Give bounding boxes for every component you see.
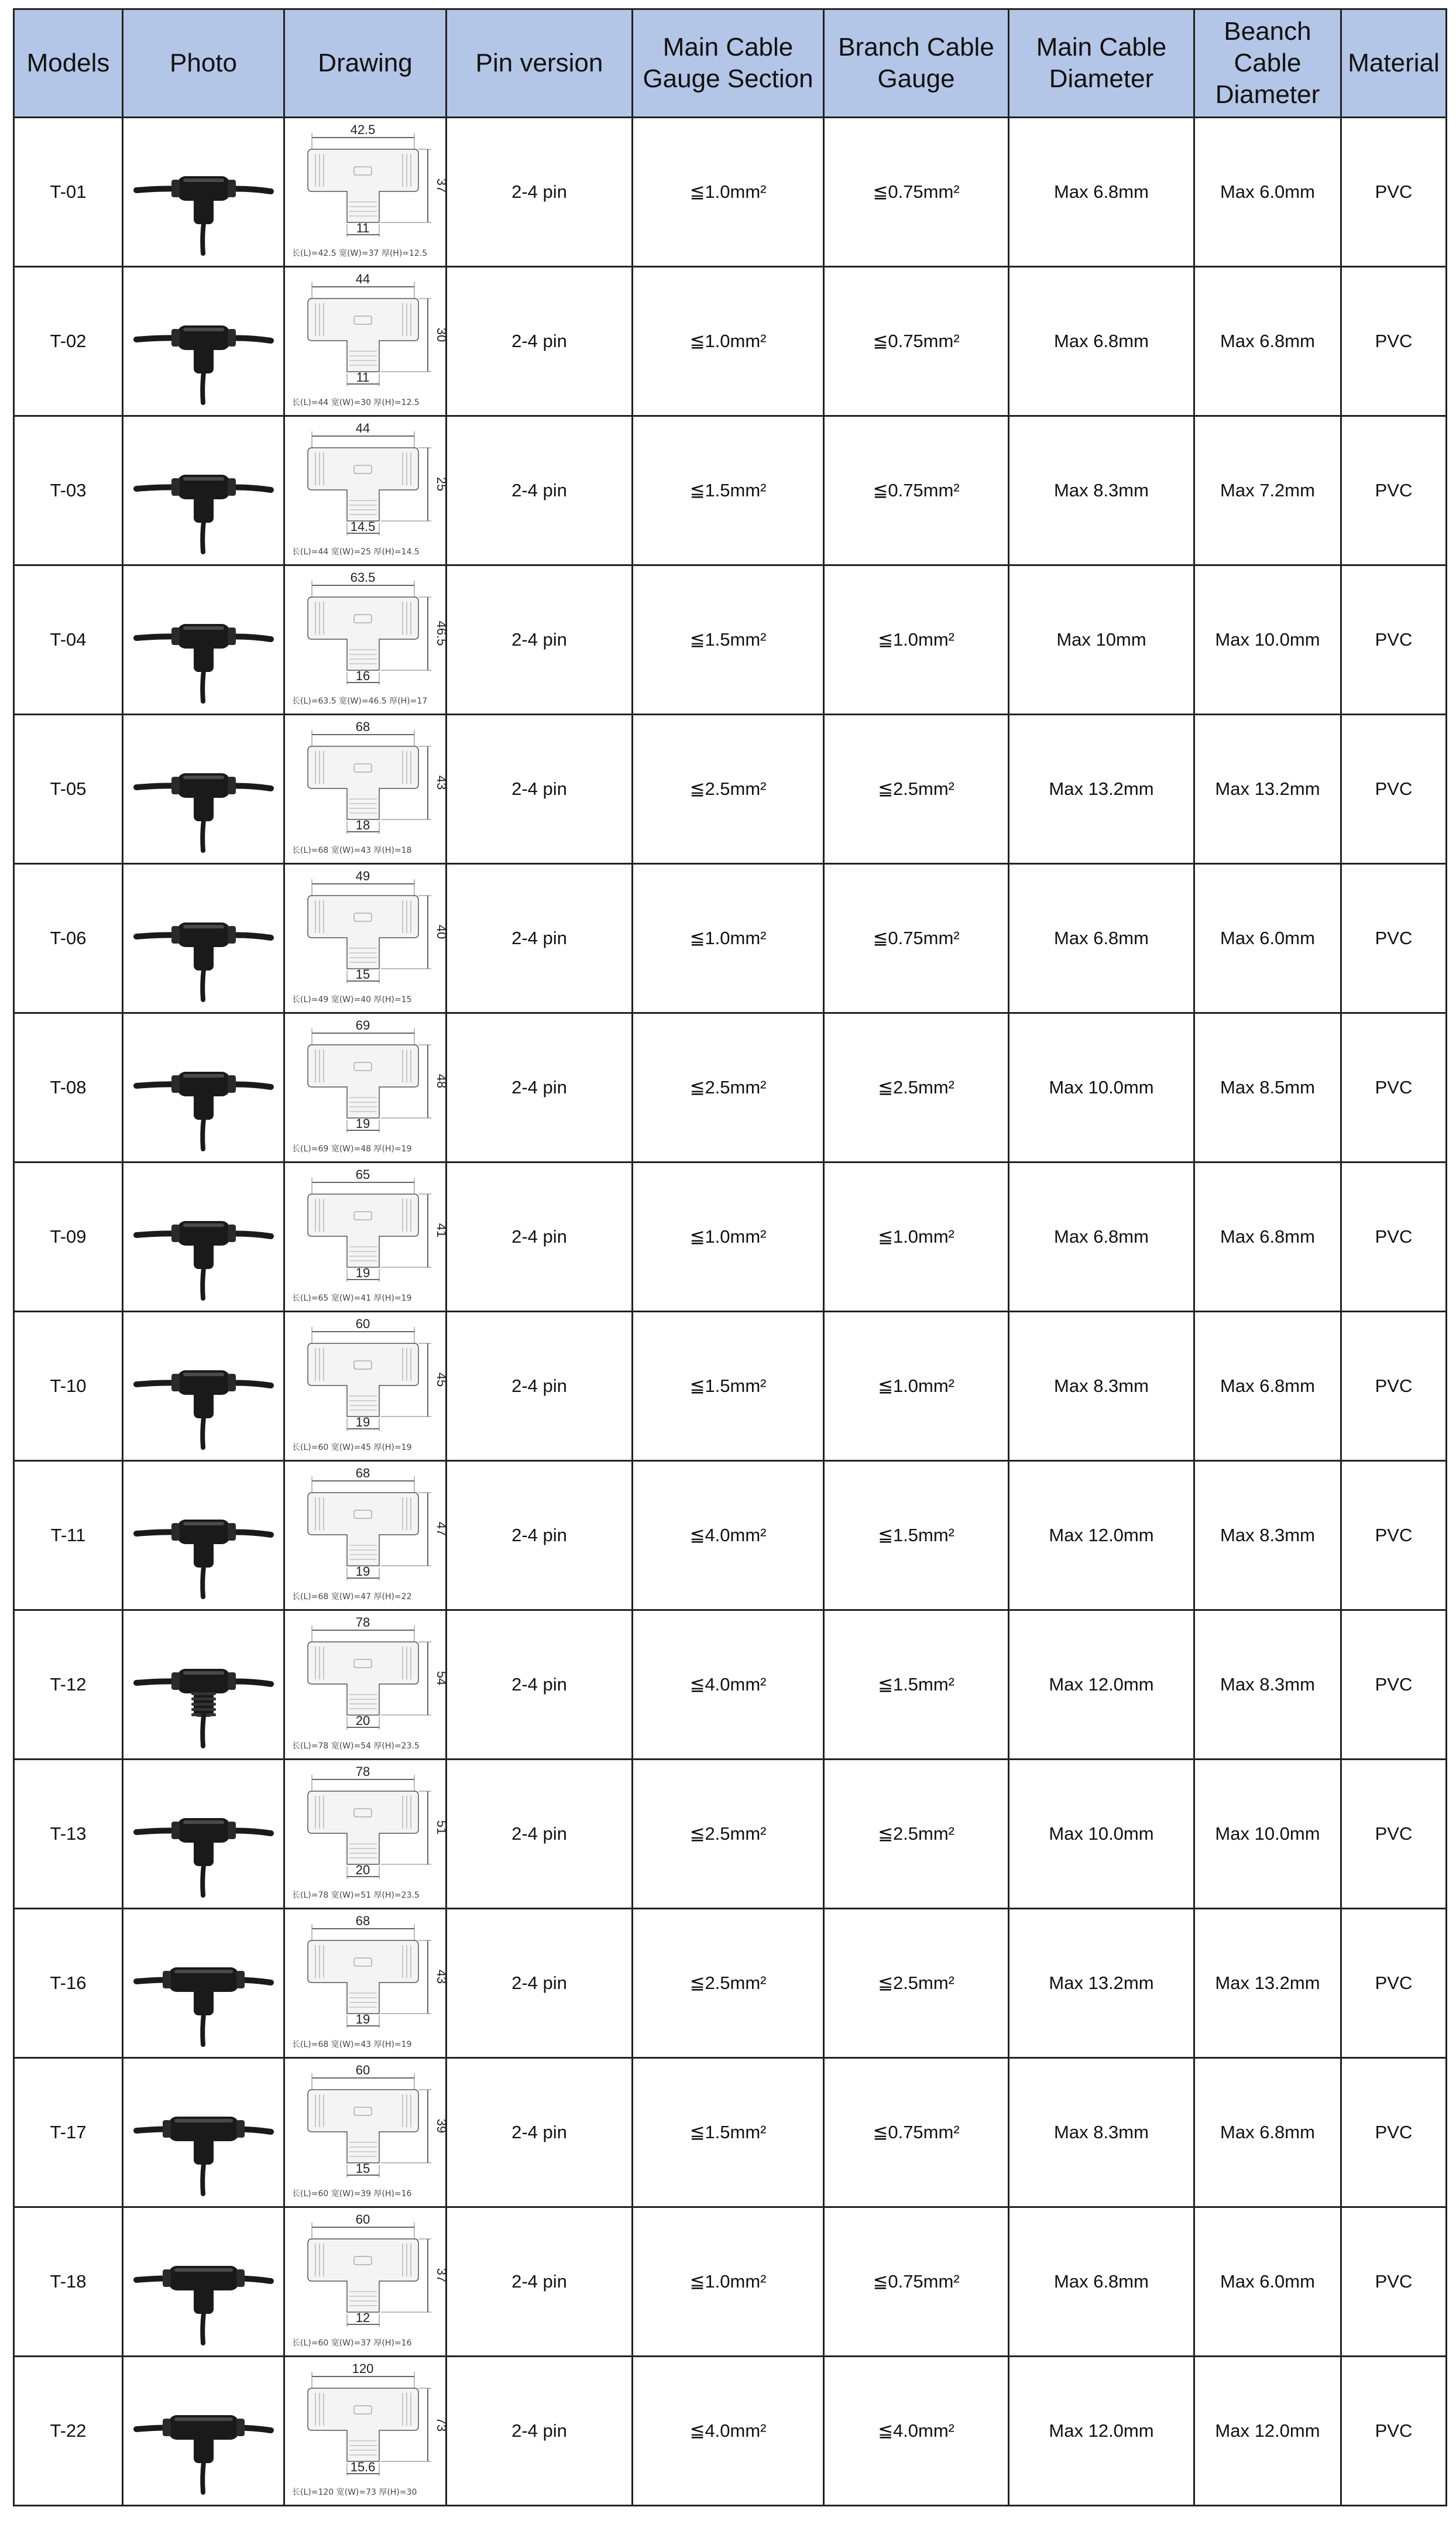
dimension-drawing [289,1016,449,1160]
branch-cable-diameter-cell: Max 10.0mm [1194,565,1341,715]
dimension-caption: 长(L)=68 宽(W)=47 厚(H)=22 [292,1592,412,1601]
dim-height-label: 48 [434,1074,449,1089]
photo-cell [123,1312,284,1461]
photo-cell [123,2207,284,2357]
branch-cable-diameter-cell: Max 13.2mm [1194,1909,1341,2058]
table-row [14,565,1447,715]
dim-branch-label: 11 [356,221,370,235]
branch-cable-diameter-cell: Max 8.5mm [1194,1013,1341,1162]
pin-version-cell: 2-4 pin [447,267,633,416]
main-cable-gauge-cell: ≦1.0mm² [633,2207,824,2357]
branch-cable-gauge-cell: ≦2.5mm² [824,1909,1009,2058]
photo-cell [123,715,284,864]
drawing-cell [284,2207,447,2357]
material-cell: PVC [1341,1312,1447,1461]
dim-height-label: 37 [434,178,449,193]
dimension-caption: 长(L)=120 宽(W)=73 厚(H)=30 [292,2488,417,2497]
branch-cable-gauge-cell: ≦1.0mm² [824,1312,1009,1461]
dim-branch-label: 18 [355,818,370,832]
main-cable-gauge-cell: ≦1.5mm² [633,565,824,715]
branch-cable-gauge-cell: ≦0.75mm² [824,864,1009,1013]
dim-branch-label: 15 [355,2161,370,2176]
branch-cable-gauge-cell: ≦0.75mm² [824,267,1009,416]
dimension-caption: 长(L)=44 宽(W)=30 厚(H)=12.5 [292,398,420,407]
model-cell: T-12 [14,1610,123,1760]
dim-height-label: 45 [434,1372,449,1387]
table-row [14,1312,1447,1461]
main-cable-diameter-cell: Max 10mm [1009,565,1194,715]
t-connector-photo [131,1468,277,1603]
table-row [14,267,1447,416]
model-cell: T-02 [14,267,123,416]
main-cable-gauge-cell: ≦1.5mm² [633,2058,824,2207]
branch-cable-gauge-cell: ≦1.0mm² [824,1162,1009,1312]
table-row [14,1013,1447,1162]
dim-length-label: 42.5 [350,122,376,137]
main-cable-diameter-cell: Max 13.2mm [1009,715,1194,864]
branch-cable-gauge-cell: ≦0.75mm² [824,2207,1009,2357]
t-connector-photo [131,2364,277,2498]
drawing-cell [284,864,447,1013]
pin-version-cell: 2-4 pin [447,864,633,1013]
table-row [14,715,1447,864]
dimension-caption: 长(L)=78 宽(W)=54 厚(H)=23.5 [292,1741,420,1751]
material-cell: PVC [1341,118,1447,267]
pin-version-cell: 2-4 pin [447,1760,633,1909]
dimension-caption: 长(L)=42.5 宽(W)=37 厚(H)=12.5 [292,249,428,258]
photo-cell [123,1909,284,2058]
branch-cable-gauge-cell: ≦0.75mm² [824,416,1009,565]
table-row [14,118,1447,267]
t-connector-photo [131,572,277,707]
dim-height-label: 46.5 [434,620,449,646]
table-row [14,1162,1447,1312]
branch-cable-diameter-cell: Max 6.8mm [1194,267,1341,416]
main-cable-diameter-cell: Max 6.8mm [1009,1162,1194,1312]
table-row [14,2357,1447,2506]
drawing-cell [284,1610,447,1760]
dim-branch-label: 12 [355,2310,370,2325]
table-row [14,1610,1447,1760]
main-cable-gauge-cell: ≦2.5mm² [633,1760,824,1909]
pin-version-cell: 2-4 pin [447,2207,633,2357]
drawing-cell [284,1461,447,1610]
photo-cell [123,1013,284,1162]
pin-version-cell: 2-4 pin [447,1013,633,1162]
dimension-caption: 长(L)=69 宽(W)=48 厚(H)=19 [292,1144,412,1154]
dim-length-label: 60 [355,1316,370,1331]
model-cell: T-01 [14,118,123,267]
main-cable-gauge-cell: ≦1.5mm² [633,1312,824,1461]
dimension-drawing [289,419,449,563]
branch-cable-diameter-cell: Max 6.0mm [1194,2207,1341,2357]
model-cell: T-05 [14,715,123,864]
dimension-drawing [289,2359,449,2503]
branch-cable-gauge-cell: ≦1.5mm² [824,1461,1009,1610]
branch-cable-gauge-cell: ≦1.5mm² [824,1610,1009,1760]
pin-version-cell: 2-4 pin [447,2058,633,2207]
photo-cell [123,1760,284,1909]
dimension-caption: 长(L)=44 宽(W)=25 厚(H)=14.5 [292,547,420,557]
main-cable-diameter-cell: Max 6.8mm [1009,118,1194,267]
drawing-cell [284,267,447,416]
dim-branch-label: 19 [355,1415,370,1429]
dimension-drawing [289,717,449,861]
t-connector-photo [131,274,277,409]
dim-branch-label: 14.5 [350,519,376,534]
branch-cable-gauge-cell: ≦1.0mm² [824,565,1009,715]
material-cell: PVC [1341,565,1447,715]
main-cable-diameter-cell: Max 8.3mm [1009,2058,1194,2207]
dim-length-label: 63.5 [350,570,376,585]
material-cell: PVC [1341,2207,1447,2357]
dim-height-label: 37 [434,2268,449,2283]
branch-cable-diameter-cell: Max 8.3mm [1194,1461,1341,1610]
drawing-cell [284,1760,447,1909]
table-body [14,118,1447,2506]
header-drawing: Drawing [284,9,447,118]
dim-height-label: 41 [434,1223,449,1238]
material-cell: PVC [1341,1013,1447,1162]
header-row [14,9,1447,118]
dim-length-label: 49 [355,869,370,883]
branch-cable-diameter-cell: Max 6.0mm [1194,864,1341,1013]
t-connector-photo [131,2065,277,2200]
material-cell: PVC [1341,267,1447,416]
dim-branch-label: 11 [356,370,370,385]
t-connector-photo [131,1767,277,1901]
main-cable-diameter-cell: Max 10.0mm [1009,1760,1194,1909]
table-row [14,1760,1447,1909]
photo-cell [123,2357,284,2506]
branch-cable-diameter-cell: Max 6.8mm [1194,1312,1341,1461]
dimension-caption: 长(L)=60 宽(W)=45 厚(H)=19 [292,1443,412,1452]
branch-cable-gauge-cell: ≦0.75mm² [824,118,1009,267]
table-row [14,416,1447,565]
dimension-caption: 长(L)=60 宽(W)=39 厚(H)=16 [292,2189,412,2199]
dim-length-label: 44 [355,421,370,435]
branch-cable-diameter-cell: Max 6.8mm [1194,1162,1341,1312]
main-cable-gauge-cell: ≦1.0mm² [633,1162,824,1312]
dimension-caption: 长(L)=68 宽(W)=43 厚(H)=19 [292,2040,412,2049]
drawing-cell [284,1312,447,1461]
model-cell: T-13 [14,1760,123,1909]
dim-length-label: 44 [355,272,370,286]
drawing-cell [284,2357,447,2506]
pin-version-cell: 2-4 pin [447,416,633,565]
dim-height-label: 73 [434,2417,449,2432]
dimension-drawing [289,2210,449,2354]
dim-branch-label: 16 [355,668,370,683]
dim-length-label: 68 [355,719,370,734]
table-row [14,1909,1447,2058]
branch-cable-diameter-cell: Max 6.8mm [1194,2058,1341,2207]
dimension-drawing [289,866,449,1010]
drawing-cell [284,715,447,864]
header-branch-cable-diameter: Beanch Cable Diameter [1194,9,1341,118]
model-cell: T-17 [14,2058,123,2207]
main-cable-gauge-cell: ≦1.0mm² [633,267,824,416]
dimension-drawing [289,2060,449,2204]
photo-cell [123,1461,284,1610]
dim-height-label: 51 [434,1820,449,1835]
main-cable-diameter-cell: Max 13.2mm [1009,1909,1194,2058]
dimension-drawing [289,1165,449,1309]
branch-cable-gauge-cell: ≦4.0mm² [824,2357,1009,2506]
pin-version-cell: 2-4 pin [447,1312,633,1461]
pin-version-cell: 2-4 pin [447,1909,633,2058]
t-connector-photo [131,1617,277,1752]
dim-length-label: 60 [355,2063,370,2077]
header-main-cable-diameter: Main Cable Diameter [1009,9,1194,118]
dim-length-label: 60 [355,2212,370,2227]
dimension-caption: 长(L)=78 宽(W)=51 厚(H)=23.5 [292,1891,420,1900]
dim-branch-label: 19 [355,2012,370,2026]
material-cell: PVC [1341,1909,1447,2058]
dim-height-label: 43 [434,775,449,790]
main-cable-diameter-cell: Max 6.8mm [1009,2207,1194,2357]
photo-cell [123,416,284,565]
main-cable-diameter-cell: Max 10.0mm [1009,1013,1194,1162]
dim-branch-label: 19 [355,1266,370,1280]
drawing-cell [284,1909,447,2058]
header-main-cable-gauge: Main Cable Gauge Section [633,9,824,118]
dim-height-label: 40 [434,924,449,939]
material-cell: PVC [1341,1162,1447,1312]
main-cable-gauge-cell: ≦4.0mm² [633,1461,824,1610]
material-cell: PVC [1341,715,1447,864]
dimension-drawing [289,1762,449,1906]
drawing-cell [284,1013,447,1162]
main-cable-diameter-cell: Max 6.8mm [1009,864,1194,1013]
main-cable-gauge-cell: ≦2.5mm² [633,715,824,864]
branch-cable-diameter-cell: Max 13.2mm [1194,715,1341,864]
main-cable-gauge-cell: ≦4.0mm² [633,2357,824,2506]
pin-version-cell: 2-4 pin [447,1610,633,1760]
dim-length-label: 69 [355,1018,370,1033]
photo-cell [123,118,284,267]
branch-cable-gauge-cell: ≦2.5mm² [824,715,1009,864]
pin-version-cell: 2-4 pin [447,565,633,715]
dim-length-label: 120 [352,2361,374,2376]
material-cell: PVC [1341,864,1447,1013]
model-cell: T-03 [14,416,123,565]
main-cable-diameter-cell: Max 8.3mm [1009,416,1194,565]
dim-height-label: 43 [434,1969,449,1984]
t-connector-photo [131,1170,277,1304]
model-cell: T-16 [14,1909,123,2058]
branch-cable-gauge-cell: ≦2.5mm² [824,1760,1009,1909]
main-cable-diameter-cell: Max 12.0mm [1009,2357,1194,2506]
t-connector-photo [131,125,277,259]
drawing-cell [284,2058,447,2207]
main-cable-gauge-cell: ≦2.5mm² [633,1909,824,2058]
dim-branch-label: 15.6 [350,2460,376,2474]
photo-cell [123,864,284,1013]
pin-version-cell: 2-4 pin [447,1162,633,1312]
branch-cable-diameter-cell: Max 7.2mm [1194,416,1341,565]
pin-version-cell: 2-4 pin [447,2357,633,2506]
pin-version-cell: 2-4 pin [447,715,633,864]
dim-branch-label: 19 [355,1564,370,1579]
main-cable-gauge-cell: ≦4.0mm² [633,1610,824,1760]
header-photo: Photo [123,9,284,118]
t-connector-photo [131,722,277,856]
main-cable-diameter-cell: Max 12.0mm [1009,1610,1194,1760]
branch-cable-diameter-cell: Max 8.3mm [1194,1610,1341,1760]
dim-height-label: 39 [434,2118,449,2134]
dim-length-label: 78 [355,1764,370,1779]
dim-branch-label: 20 [355,1713,370,1728]
dimension-drawing [289,1463,449,1607]
dimension-drawing [289,120,449,264]
photo-cell [123,565,284,715]
dimension-caption: 长(L)=49 宽(W)=40 厚(H)=15 [292,995,412,1004]
header-material: Material [1341,9,1447,118]
t-connector-photo [131,423,277,558]
main-cable-gauge-cell: ≦2.5mm² [633,1013,824,1162]
dim-branch-label: 15 [355,967,370,982]
spec-table [13,8,1447,2506]
drawing-cell [284,118,447,267]
material-cell: PVC [1341,1760,1447,1909]
dimension-drawing [289,1314,449,1458]
branch-cable-gauge-cell: ≦2.5mm² [824,1013,1009,1162]
model-cell: T-18 [14,2207,123,2357]
t-connector-photo [131,1020,277,1155]
header-pin-version: Pin version [447,9,633,118]
model-cell: T-04 [14,565,123,715]
dim-length-label: 68 [355,1466,370,1480]
photo-cell [123,2058,284,2207]
model-cell: T-06 [14,864,123,1013]
dim-length-label: 78 [355,1615,370,1630]
model-cell: T-10 [14,1312,123,1461]
pin-version-cell: 2-4 pin [447,118,633,267]
dimension-drawing [289,1911,449,2055]
table-row [14,2207,1447,2357]
dimension-caption: 长(L)=68 宽(W)=43 厚(H)=18 [292,846,412,855]
dimension-caption: 长(L)=60 宽(W)=37 厚(H)=16 [292,2338,412,2348]
model-cell: T-11 [14,1461,123,1610]
table-row [14,2058,1447,2207]
dimension-drawing [289,568,449,712]
material-cell: PVC [1341,1610,1447,1760]
main-cable-diameter-cell: Max 12.0mm [1009,1461,1194,1610]
material-cell: PVC [1341,1461,1447,1610]
branch-cable-diameter-cell: Max 12.0mm [1194,2357,1341,2506]
drawing-cell [284,416,447,565]
t-connector-photo [131,1916,277,2050]
table-row [14,1461,1447,1610]
branch-cable-gauge-cell: ≦0.75mm² [824,2058,1009,2207]
dim-height-label: 54 [434,1671,449,1686]
dim-length-label: 65 [355,1167,370,1182]
photo-cell [123,267,284,416]
main-cable-gauge-cell: ≦1.0mm² [633,864,824,1013]
dim-height-label: 25 [434,476,449,492]
branch-cable-diameter-cell: Max 10.0mm [1194,1760,1341,1909]
photo-cell [123,1162,284,1312]
dim-height-label: 30 [434,327,449,342]
main-cable-gauge-cell: ≦1.5mm² [633,416,824,565]
drawing-cell [284,565,447,715]
dim-length-label: 68 [355,1913,370,1928]
t-connector-photo [131,1319,277,1453]
t-connector-photo [131,2214,277,2349]
table-row [14,864,1447,1013]
dimension-caption: 长(L)=65 宽(W)=41 厚(H)=19 [292,1294,412,1303]
model-cell: T-08 [14,1013,123,1162]
header-branch-cable-gauge: Branch Cable Gauge [824,9,1009,118]
pin-version-cell: 2-4 pin [447,1461,633,1610]
model-cell: T-22 [14,2357,123,2506]
model-cell: T-09 [14,1162,123,1312]
material-cell: PVC [1341,2058,1447,2207]
photo-cell [123,1610,284,1760]
dim-height-label: 47 [434,1521,449,1537]
branch-cable-diameter-cell: Max 6.0mm [1194,118,1341,267]
main-cable-diameter-cell: Max 8.3mm [1009,1312,1194,1461]
header-models: Models [14,9,123,118]
dimension-caption: 长(L)=63.5 宽(W)=46.5 厚(H)=17 [292,697,428,706]
drawing-cell [284,1162,447,1312]
material-cell: PVC [1341,2357,1447,2506]
dimension-drawing [289,1613,449,1757]
main-cable-diameter-cell: Max 6.8mm [1009,267,1194,416]
dimension-drawing [289,269,449,413]
t-connector-photo [131,871,277,1006]
dim-branch-label: 20 [355,1863,370,1877]
material-cell: PVC [1341,416,1447,565]
main-cable-gauge-cell: ≦1.0mm² [633,118,824,267]
dim-branch-label: 19 [355,1116,370,1131]
